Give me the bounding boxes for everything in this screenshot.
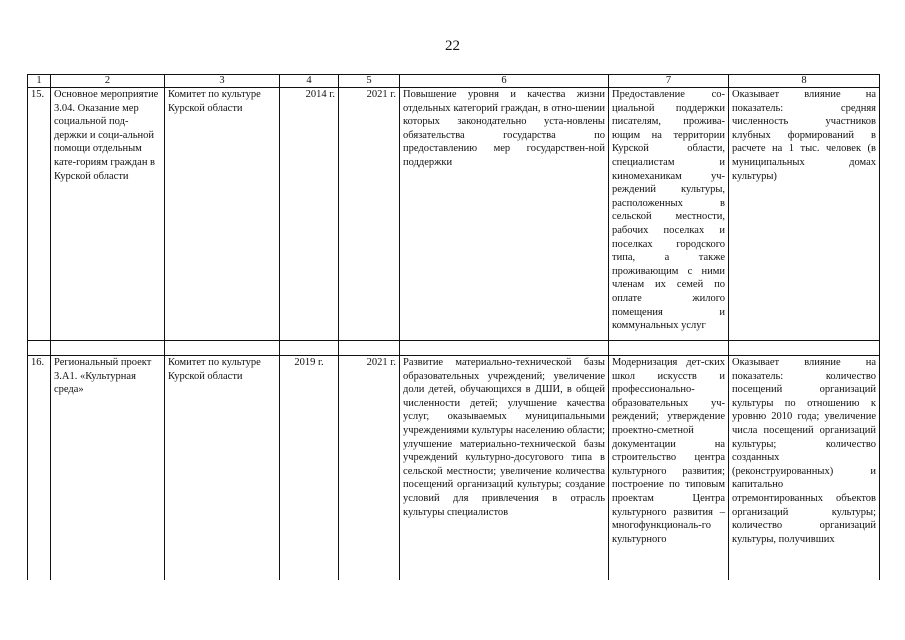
start-year: 2019 г.: [280, 356, 339, 581]
column-number: 5: [339, 75, 400, 88]
column-number: 2: [51, 75, 165, 88]
column-number: 4: [280, 75, 339, 88]
column-number: 8: [729, 75, 880, 88]
column-number-row: [28, 75, 880, 88]
end-year: 2021 г.: [339, 88, 400, 341]
main-directions: Модернизация дет-ских школ искусств и профессионально-образовательных уч-реждений; утверждение проектно-сметной документации на строительство центра культурного развития; построение по типовым проектам Центра культурного развития – многофункциональ-го культурного: [609, 356, 729, 581]
table-row: [28, 88, 880, 341]
column-number: 3: [165, 75, 280, 88]
column-number: 1: [28, 75, 51, 88]
start-year: 2014 г.: [280, 88, 339, 341]
row-spacer: [28, 341, 880, 356]
executor: Комитет по культуре Курской области: [165, 356, 280, 581]
activity-name: Основное мероприятие 3.04. Оказание мер социальной под-держки и соци-альной помощи отдельным кате-гориям граждан в Курской области: [51, 88, 165, 341]
activity-name: Региональный проект 3.A1. «Культурная среда»: [51, 356, 165, 581]
main-directions: Предоставление со-циальной поддержки писателям, прожива-ющим на территории Курской области, специалистам и киномеханикам уч-реждений культуры, расположенных в сельской местности, рабочих поселках и поселках городского типа, а также проживающим с ними членам их семей по оплате жилого помещения и коммунальных услуг: [609, 88, 729, 341]
expected-result: Развитие материально-технической базы образовательных учреждений; увеличение доли детей, обучающихся в ДШИ, в общей численности детей; улучшение качества услуг, оказываемых муниципальными учреждениями культуры населению области; улучшение материально-технической базы учреждений культурно-досугового типа в сельской местности; увеличение количества посещений организаций культуры; создание условий для привлечения в отрасль культуры специалистов: [400, 356, 609, 581]
indicator-link: Оказывает влияние на показатель: средняя численность участников клубных формирований в расчете на 1 тыс. человек (в муниципальных домах культуры): [729, 88, 880, 341]
indicator-link: Оказывает влияние на показатель: количество посещений организаций культуры по отношению к уровню 2010 года; увеличение числа посещений организаций культуры; количество созданных (реконструированных) и капитально отремонтированных объектов организаций культуры; количество организаций культуры, получивших: [729, 356, 880, 581]
expected-result: Повышение уровня и качества жизни отдельных категорий граждан, в отно-шении которых законодательно уста-новлены обязательства государства по предоставлению мер государствен-ной поддержки: [400, 88, 609, 341]
table-row: [28, 356, 880, 581]
program-table: [27, 74, 880, 580]
row-number: 16.: [28, 356, 51, 581]
end-year: 2021 г.: [339, 356, 400, 581]
executor: Комитет по культуре Курской области: [165, 88, 280, 341]
column-number: 6: [400, 75, 609, 88]
column-number: 7: [609, 75, 729, 88]
row-number: 15.: [28, 88, 51, 341]
page-number: 22: [445, 38, 460, 54]
